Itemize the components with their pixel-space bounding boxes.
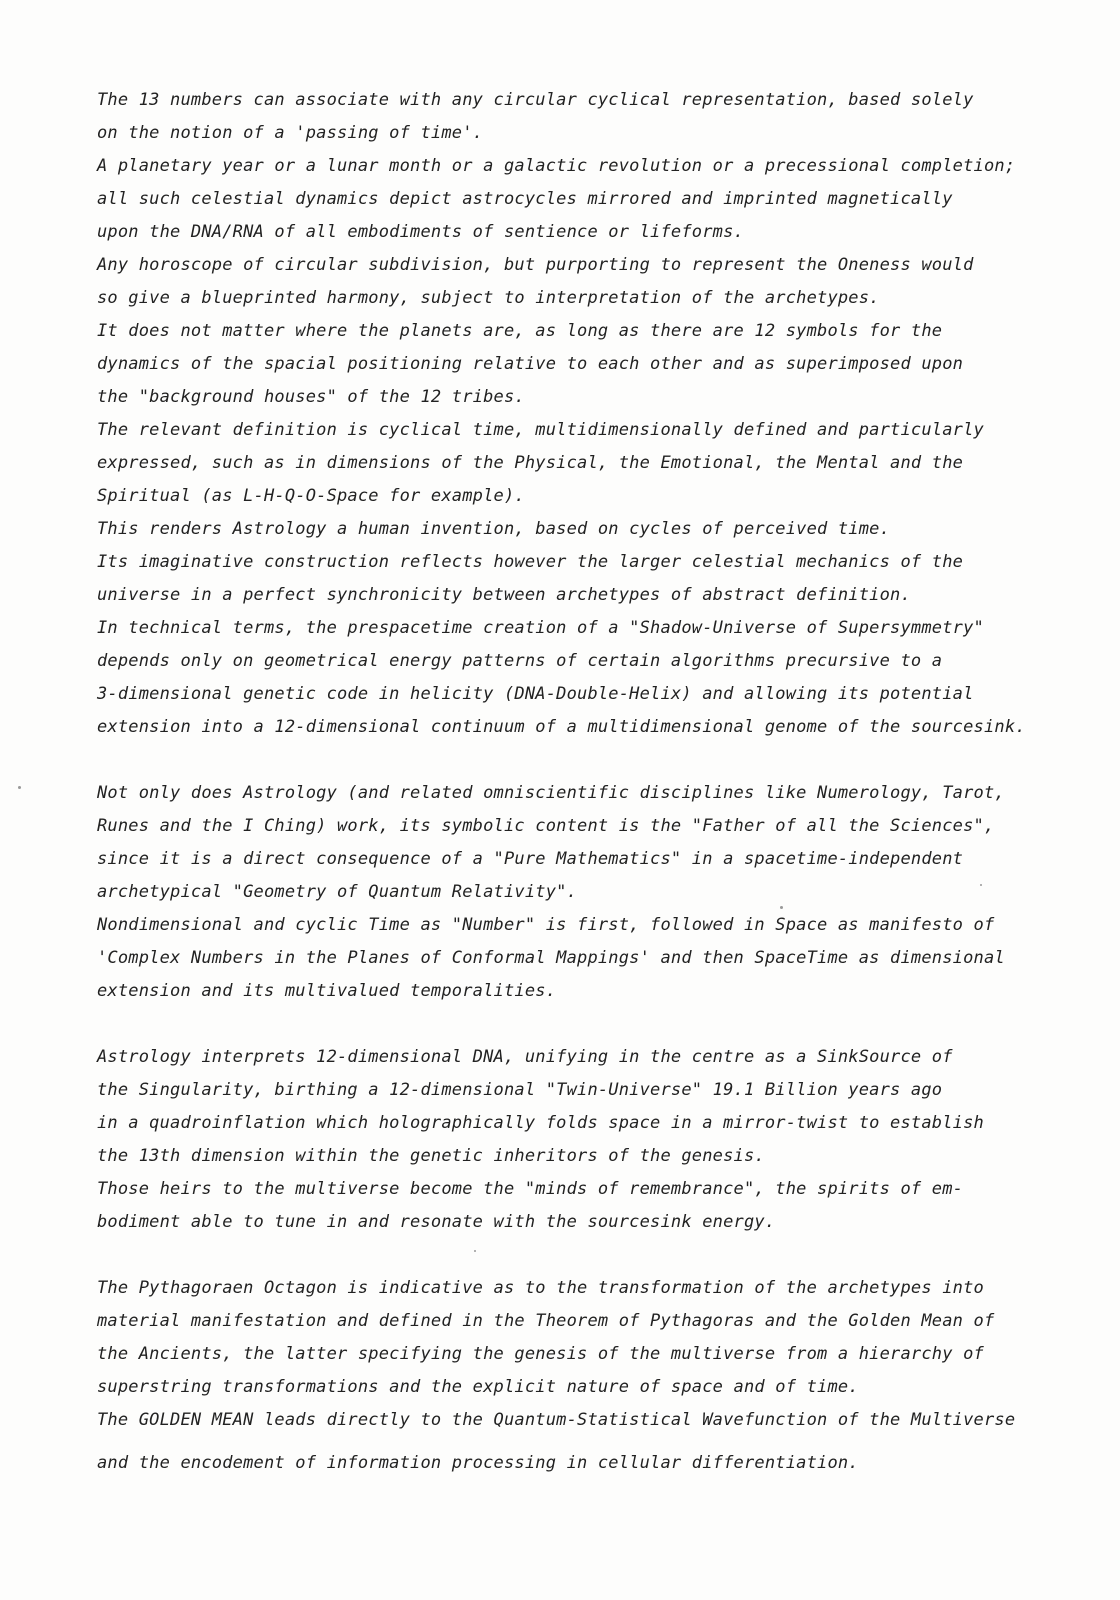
text-line: universe in a perfect synchronicity between archetypes of abstract definition. bbox=[97, 585, 911, 605]
scan-speck bbox=[780, 906, 783, 909]
text-line: Nondimensional and cyclic Time as "Number" is first, followed in Space as manifesto of bbox=[97, 915, 995, 935]
text-line: the "background houses" of the 12 tribes. bbox=[97, 387, 525, 407]
line-gap bbox=[97, 1437, 1087, 1447]
text-line: extension and its multivalued temporalities. bbox=[97, 981, 557, 1001]
text-line: depends only on geometrical energy patterns of certain algorithms precursive to a bbox=[97, 651, 943, 671]
paragraph-gap bbox=[97, 1239, 1087, 1272]
text-line: The 13 numbers can associate with any circular cyclical representation, based solely bbox=[97, 90, 974, 110]
text-line: This renders Astrology a human invention, based on cycles of perceived time. bbox=[97, 519, 891, 539]
text-line: A planetary year or a lunar month or a galactic revolution or a precessional completion; bbox=[97, 156, 1016, 176]
paragraph-gap bbox=[97, 744, 1087, 777]
text-line: the 13th dimension within the genetic inheritors of the genesis. bbox=[97, 1146, 765, 1166]
text-line: Not only does Astrology (and related omniscientific disciplines like Numerology, Tarot, bbox=[97, 783, 1005, 803]
text-line: dynamics of the spacial positioning relative to each other and as superimposed upon bbox=[97, 354, 964, 374]
paragraph-4 bbox=[97, 1272, 1087, 1480]
paragraph-1 bbox=[97, 84, 1087, 744]
text-line: in a quadroinflation which holographically folds space in a mirror-twist to establish bbox=[97, 1113, 984, 1133]
text-line: expressed, such as in dimensions of the Physical, the Emotional, the Mental and the bbox=[97, 453, 964, 473]
text-line: material manifestation and defined in the Theorem of Pythagoras and the Golden Mean of bbox=[97, 1311, 995, 1331]
text-line: It does not matter where the planets are, as long as there are 12 symbols for the bbox=[97, 321, 943, 341]
scan-speck bbox=[18, 786, 21, 789]
text-line: bodiment able to tune in and resonate with the sourcesink energy. bbox=[97, 1212, 776, 1232]
text-line: all such celestial dynamics depict astrocycles mirrored and imprinted magnetically bbox=[97, 189, 953, 209]
text-line: 3-dimensional genetic code in helicity (DNA-Double-Helix) and allowing its potential bbox=[97, 684, 974, 704]
text-line: the Singularity, birthing a 12-dimensional "Twin-Universe" 19.1 Billion years ago bbox=[97, 1080, 943, 1100]
text-line: upon the DNA/RNA of all embodiments of sentience or lifeforms. bbox=[97, 222, 744, 242]
text-line: and the encodement of information processing in cellular differentiation. bbox=[97, 1453, 859, 1473]
scan-speck bbox=[474, 1250, 476, 1252]
paragraph-3 bbox=[97, 1041, 1087, 1239]
text-line: The GOLDEN MEAN leads directly to the Quantum-Statistical Wavefunction of the Multiverse bbox=[97, 1410, 1016, 1430]
text-line: Spiritual (as L-H-Q-O-Space for example). bbox=[97, 486, 525, 506]
text-line: so give a blueprinted harmony, subject to interpretation of the archetypes. bbox=[97, 288, 880, 308]
text-line: Those heirs to the multiverse become the "minds of remembrance", the spirits of em- bbox=[97, 1179, 964, 1199]
text-line: The Pythagoraen Octagon is indicative as to the transformation of the archetypes into bbox=[97, 1278, 984, 1298]
paragraph-gap bbox=[97, 1008, 1087, 1041]
text-line: 'Complex Numbers in the Planes of Conformal Mappings' and then SpaceTime as dimensional bbox=[97, 948, 1005, 968]
text-line: The relevant definition is cyclical time, multidimensionally defined and particularly bbox=[97, 420, 984, 440]
scan-speck bbox=[980, 884, 982, 886]
text-line: archetypical "Geometry of Quantum Relativity". bbox=[97, 882, 578, 902]
text-line: Any horoscope of circular subdivision, but purporting to represent the Oneness would bbox=[97, 255, 974, 275]
text-line: Its imaginative construction reflects however the larger celestial mechanics of the bbox=[97, 552, 964, 572]
text-line: In technical terms, the prespacetime creation of a "Shadow-Universe of Supersymmetry" bbox=[97, 618, 984, 638]
text-line: extension into a 12-dimensional continuum of a multidimensional genome of the sourcesink. bbox=[97, 717, 1026, 737]
text-line: the Ancients, the latter specifying the genesis of the multiverse from a hierarchy of bbox=[97, 1344, 984, 1364]
text-line: superstring transformations and the explicit nature of space and of time. bbox=[97, 1377, 859, 1397]
text-line: since it is a direct consequence of a "Pure Mathematics" in a spacetime-independent bbox=[97, 849, 964, 869]
document-body bbox=[97, 84, 1087, 1480]
text-line: Astrology interprets 12-dimensional DNA, unifying in the centre as a SinkSource of bbox=[97, 1047, 953, 1067]
text-line: on the notion of a 'passing of time'. bbox=[97, 123, 484, 143]
text-line: Runes and the I Ching) work, its symbolic content is the "Father of all the Sciences", bbox=[97, 816, 995, 836]
paragraph-2 bbox=[97, 777, 1087, 1008]
